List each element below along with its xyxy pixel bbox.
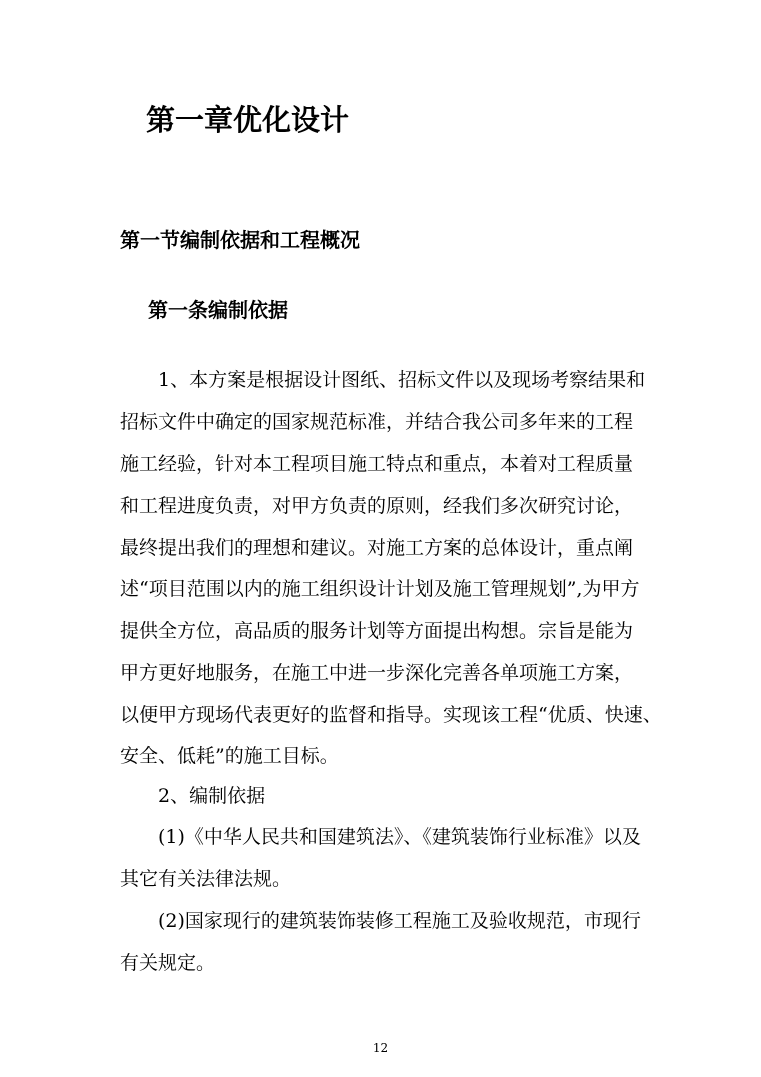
- article-title: 第一条编制依据: [148, 298, 288, 322]
- paragraph-line: (2)国家现行的建筑装饰装修工程施工及验收规范，市现行: [158, 910, 641, 932]
- paragraph-line: 提供全方位，高品质的服务计划等方面提出构想。宗旨是能为: [120, 620, 634, 642]
- paragraph-line: 施工经验，针对本工程项目施工特点和重点，本着对工程质量: [120, 453, 634, 475]
- section-title: 第一节编制依据和工程概况: [120, 228, 360, 252]
- paragraph-line: 述“项目范围以内的施工组织设计计划及施工管理规划”,为甲方: [120, 578, 640, 600]
- subheading-line: 2、编制依据: [158, 785, 266, 807]
- paragraph-line: 有关规定。: [120, 952, 216, 974]
- paragraph-line: 安全、低耗”的施工目标。: [120, 745, 339, 767]
- paragraph-line: 和工程进度负责，对甲方负责的原则，经我们多次研究讨论，: [120, 495, 634, 517]
- paragraph-line: (1)《中华人民共和国建筑法》、《建筑装饰行业标准》以及: [158, 826, 641, 848]
- paragraph-line: 最终提出我们的理想和建议。对施工方案的总体设计，重点阐: [120, 537, 634, 559]
- chapter-title: 第一章优化设计: [146, 103, 350, 137]
- paragraph-line: 招标文件中确定的国家规范标准，并结合我公司多年来的工程: [120, 411, 634, 433]
- paragraph-line: 以便甲方现场代表更好的监督和指导。实现该工程“优质、快速、: [120, 704, 662, 726]
- page-number: 12: [372, 1041, 389, 1055]
- paragraph-line: 1、本方案是根据设计图纸、招标文件以及现场考察结果和: [158, 369, 646, 391]
- paragraph-line: 甲方更好地服务，在施工中进一步深化完善各单项施工方案，: [120, 662, 634, 684]
- paragraph-line: 其它有关法律法规。: [120, 868, 292, 890]
